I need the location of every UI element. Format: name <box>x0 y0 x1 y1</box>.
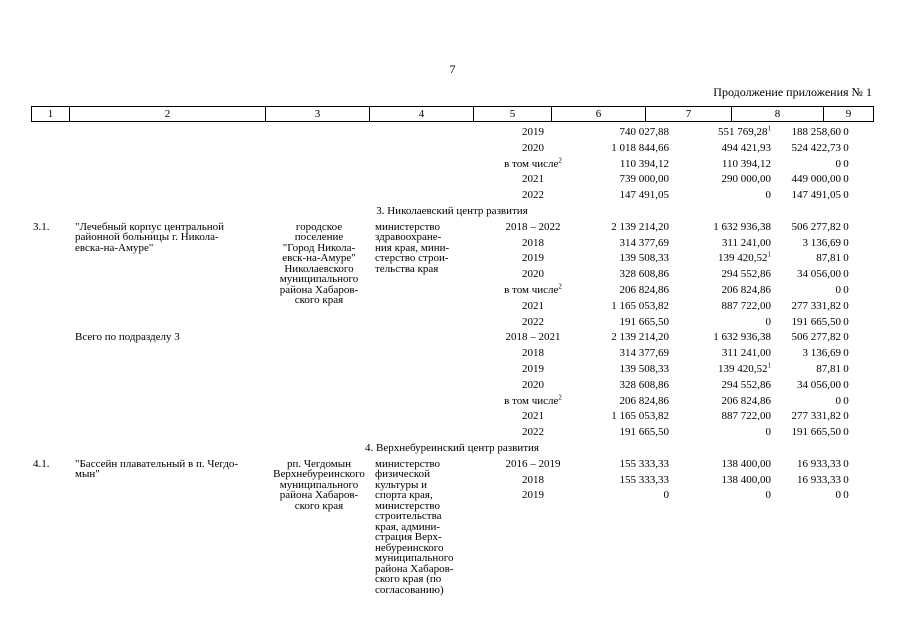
section-title: 4. Верхнебуреинский центр развития <box>365 442 539 454</box>
other-amount-cell: 0 <box>843 457 849 470</box>
table-row <box>31 171 873 187</box>
other-amount-cell: 0 <box>843 347 849 360</box>
responsible-ministry-line: физической <box>375 468 430 481</box>
period-cell: 2019 <box>522 126 544 138</box>
column-header-row <box>32 107 874 122</box>
responsible-ministry-line: спорта края, <box>375 489 433 502</box>
responsible-ministry-line: министерство <box>375 499 441 512</box>
table-row <box>31 140 873 156</box>
other-amount-cell: 0 <box>843 410 849 423</box>
regional-amount-cell: 188 258,60 <box>791 126 841 138</box>
item-name-line: мын" <box>75 468 100 481</box>
table-row <box>31 393 873 409</box>
total-amount-cell: 2 139 214,20 <box>611 220 669 233</box>
federal-amount-cell: 887 722,00 <box>721 299 771 312</box>
total-amount-cell: 328 608,86 <box>619 378 669 391</box>
federal-amount-cell: 494 421,93 <box>721 141 771 154</box>
period-cell: 2022 <box>522 315 544 328</box>
federal-amount-cell: 0 <box>765 426 771 439</box>
other-amount-cell: 0 <box>843 157 849 170</box>
period-cell: 2016 – 2019 <box>505 457 561 470</box>
table-row <box>31 187 873 203</box>
total-amount-cell: 1 165 053,82 <box>611 410 669 423</box>
responsible-ministry-line: тельства края <box>375 262 439 275</box>
period-cell: 2021 <box>522 299 544 312</box>
table-row <box>31 361 873 377</box>
period-cell: 2019 <box>522 363 544 375</box>
responsible-ministry-line: ния края, мини- <box>375 241 450 254</box>
regional-amount-cell: 191 665,50 <box>791 426 841 439</box>
regional-amount-cell: 34 056,00 <box>797 378 841 391</box>
federal-amount-cell: 0 <box>765 489 771 502</box>
federal-amount-cell: 887 722,00 <box>721 410 771 423</box>
total-amount-cell: 147 491,05 <box>619 189 669 202</box>
responsible-ministry-line: здравоохране- <box>375 231 442 244</box>
total-amount-cell: 1 165 053,82 <box>611 299 669 312</box>
other-amount-cell: 0 <box>843 394 849 407</box>
regional-amount-cell: 34 056,00 <box>797 268 841 281</box>
table-body <box>31 122 873 642</box>
other-amount-cell: 0 <box>843 141 849 154</box>
period-cell: 2020 <box>522 378 544 391</box>
location-line: района Хабаров- <box>279 489 359 502</box>
federal-amount-cell: 0 <box>765 315 771 328</box>
other-amount-cell: 0 <box>843 126 849 138</box>
table-row <box>31 408 873 424</box>
footnote-mark: 1 <box>767 124 771 133</box>
period-cell: в том числе$^2$ <box>504 392 562 407</box>
footnote-mark: 2 <box>558 282 562 291</box>
column-header: 7 <box>646 107 732 122</box>
federal-amount-cell: 294 552,86 <box>721 268 771 281</box>
period-cell: в том числе$^2$ <box>504 282 562 296</box>
subtotal-label: Всего по подразделу 3 <box>75 331 180 344</box>
total-amount-cell: 1 018 844,66 <box>611 141 669 154</box>
other-amount-cell: 0 <box>843 315 849 328</box>
responsible-ministry-line: страция Верх- <box>375 531 442 544</box>
other-amount-cell: 0 <box>843 331 849 344</box>
location-line: рп. Чегдомын <box>286 457 351 470</box>
period-cell: 2019 <box>522 252 544 265</box>
table-row <box>31 487 873 503</box>
period-cell: 2019 <box>522 489 544 502</box>
regional-amount-cell: 3 136,69 <box>802 347 841 360</box>
table-row <box>31 377 873 393</box>
regional-amount-cell: 16 933,33 <box>797 473 841 486</box>
item-name-line: евска-на-Амуре" <box>75 241 154 254</box>
regional-amount-cell: 191 665,50 <box>791 315 841 328</box>
period-cell: 2021 <box>522 410 544 423</box>
other-amount-cell: 0 <box>843 299 849 312</box>
period-cell: 2018 <box>522 347 544 360</box>
column-header: 4 <box>370 107 474 122</box>
other-amount-cell: 0 <box>843 473 849 486</box>
total-amount-cell: 191 665,50 <box>619 426 669 439</box>
total-amount-cell: 139 508,33 <box>619 363 669 375</box>
federal-amount-cell: 138 400,00 <box>721 473 771 486</box>
federal-amount-cell: 1 632 936,38 <box>713 331 771 344</box>
responsible-ministry-line: края, админи- <box>375 520 441 533</box>
period-cell: в том числе$^2$ <box>504 155 562 170</box>
location-line: муниципального <box>279 478 359 491</box>
total-amount-cell: 155 333,33 <box>619 457 669 470</box>
other-amount-cell: 0 <box>843 268 849 281</box>
location-line: муниципального <box>279 273 359 286</box>
table-row <box>31 282 873 298</box>
item-number: 4.1. <box>33 457 50 470</box>
total-amount-cell: 314 377,69 <box>619 236 669 249</box>
period-cell: 2020 <box>522 141 544 154</box>
regional-amount-cell: 0 <box>835 284 841 296</box>
federal-amount-cell: 0 <box>765 189 771 202</box>
period-cell: 2021 <box>522 173 544 186</box>
table-row <box>31 345 873 361</box>
responsible-ministry-line: небуреинского <box>375 541 444 554</box>
footnote-mark: 2 <box>558 155 562 164</box>
item-name-line: районной больницы г. Никола- <box>75 231 219 244</box>
responsible-ministry-line: культуры и <box>375 478 427 491</box>
column-header: 3 <box>266 107 370 122</box>
total-amount-cell: 191 665,50 <box>619 315 669 328</box>
column-header: 8 <box>732 107 824 122</box>
federal-amount-cell: 139 420,52$^1$ <box>718 250 771 265</box>
regional-amount-cell: 147 491,05 <box>791 189 841 202</box>
continuation-title: Продолжение приложения № 1 <box>713 85 872 99</box>
period-cell: 2018 <box>522 236 544 249</box>
location-line: Верхнебуреинского <box>273 468 365 481</box>
responsible-ministry-line: строительства <box>375 510 442 523</box>
location-line: евск-на-Амуре" <box>282 252 356 265</box>
regional-amount-cell: 506 277,82 <box>791 331 841 344</box>
regional-amount-cell: 506 277,82 <box>791 220 841 233</box>
responsible-ministry-line: министерство <box>375 220 441 233</box>
total-amount-cell: 740 027,88 <box>619 126 669 138</box>
period-cell: 2018 <box>522 473 544 486</box>
federal-amount-cell: 294 552,86 <box>721 378 771 391</box>
table-row <box>31 456 873 472</box>
regional-amount-cell: 3 136,69 <box>802 236 841 249</box>
federal-amount-cell: 551 769,28$^1$ <box>718 124 771 138</box>
table-row <box>31 298 873 314</box>
table-row <box>31 262 873 282</box>
responsible-ministry-line: министерство <box>375 457 441 470</box>
federal-amount-cell: 1 632 936,38 <box>713 220 771 233</box>
responsible-ministry-line: ского края (по <box>375 573 442 586</box>
regional-amount-cell: 0 <box>835 489 841 502</box>
period-cell: 2022 <box>522 426 544 439</box>
total-amount-cell: 206 824,86 <box>619 394 669 407</box>
table-row <box>31 235 873 251</box>
period-cell: 2018 – 2021 <box>505 331 561 344</box>
location-line: поселение <box>294 231 344 244</box>
table-row <box>31 329 873 345</box>
total-amount-cell: 155 333,33 <box>619 473 669 486</box>
other-amount-cell: 0 <box>843 489 849 502</box>
total-amount-cell: 2 139 214,20 <box>611 331 669 344</box>
federal-amount-cell: 138 400,00 <box>721 457 771 470</box>
location-line: "Город Никола- <box>282 241 356 254</box>
period-cell: 2018 – 2022 <box>505 220 561 233</box>
other-amount-cell: 0 <box>843 189 849 202</box>
responsible-ministry-line: стерство строи- <box>375 252 449 265</box>
regional-amount-cell: 16 933,33 <box>797 457 841 470</box>
column-header: 5 <box>474 107 552 122</box>
federal-amount-cell: 206 824,86 <box>721 394 771 407</box>
column-header-table <box>31 106 874 122</box>
total-amount-cell: 139 508,33 <box>619 252 669 265</box>
location-line: района Хабаров- <box>279 283 359 296</box>
regional-amount-cell: 0 <box>835 394 841 407</box>
responsible-ministry-line: муниципального <box>375 552 454 565</box>
location-line: городское <box>295 220 343 233</box>
total-amount-cell: 739 000,00 <box>619 173 669 186</box>
table-row <box>31 219 873 235</box>
total-amount-cell: 206 824,86 <box>619 284 669 296</box>
responsible-ministry-line: согласованию) <box>375 583 444 596</box>
responsible-ministry-line: района Хабаров- <box>375 562 454 575</box>
federal-amount-cell: 110 394,12 <box>721 157 771 170</box>
total-amount-cell: 314 377,69 <box>619 347 669 360</box>
total-amount-cell: 328 608,86 <box>619 268 669 281</box>
column-header: 1 <box>32 107 70 122</box>
regional-amount-cell: 277 331,82 <box>791 410 841 423</box>
other-amount-cell: 0 <box>843 378 849 391</box>
location-line: ского края <box>294 499 344 512</box>
footnote-mark: 2 <box>558 392 562 401</box>
other-amount-cell: 0 <box>843 252 849 265</box>
column-header: 6 <box>552 107 646 122</box>
other-amount-cell: 0 <box>843 426 849 439</box>
table-row <box>31 156 873 172</box>
federal-amount-cell: 311 241,00 <box>721 236 771 249</box>
location-line: Николаевского <box>284 262 354 275</box>
item-number: 3.1. <box>33 220 50 233</box>
footnote-mark: 1 <box>767 361 771 370</box>
federal-amount-cell: 290 000,00 <box>721 173 771 186</box>
federal-amount-cell: 206 824,86 <box>721 284 771 296</box>
period-cell: 2020 <box>522 268 544 281</box>
other-amount-cell: 0 <box>843 220 849 233</box>
table-row <box>31 250 873 266</box>
federal-amount-cell: 139 420,52$^1$ <box>718 361 771 375</box>
other-amount-cell: 0 <box>843 236 849 249</box>
column-header: 9 <box>824 107 874 122</box>
column-header: 2 <box>70 107 266 122</box>
regional-amount-cell: 87,81 <box>816 363 841 375</box>
regional-amount-cell: 87,81 <box>816 252 841 265</box>
page-number: 7 <box>449 62 456 76</box>
period-cell: 2022 <box>522 189 544 202</box>
total-amount-cell: 0 <box>663 489 669 502</box>
table-row <box>31 424 873 440</box>
other-amount-cell: 0 <box>843 284 849 296</box>
regional-amount-cell: 277 331,82 <box>791 299 841 312</box>
other-amount-cell: 0 <box>843 173 849 186</box>
regional-amount-cell: 524 422,73 <box>791 141 841 154</box>
regional-amount-cell: 0 <box>835 157 841 170</box>
section-title: 3. Николаевский центр развития <box>376 205 528 217</box>
total-amount-cell: 110 394,12 <box>619 157 669 170</box>
item-name-line: "Лечебный корпус центральной <box>75 220 225 233</box>
federal-amount-cell: 311 241,00 <box>721 347 771 360</box>
other-amount-cell: 0 <box>843 363 849 375</box>
table-row <box>31 472 873 488</box>
item-name-line: "Бассейн плавательный в п. Чегдо- <box>75 457 239 470</box>
location-line: ского края <box>294 294 344 307</box>
table-row <box>31 314 873 330</box>
table-row <box>31 124 873 140</box>
footnote-mark: 1 <box>767 250 771 259</box>
regional-amount-cell: 449 000,00 <box>791 173 841 186</box>
